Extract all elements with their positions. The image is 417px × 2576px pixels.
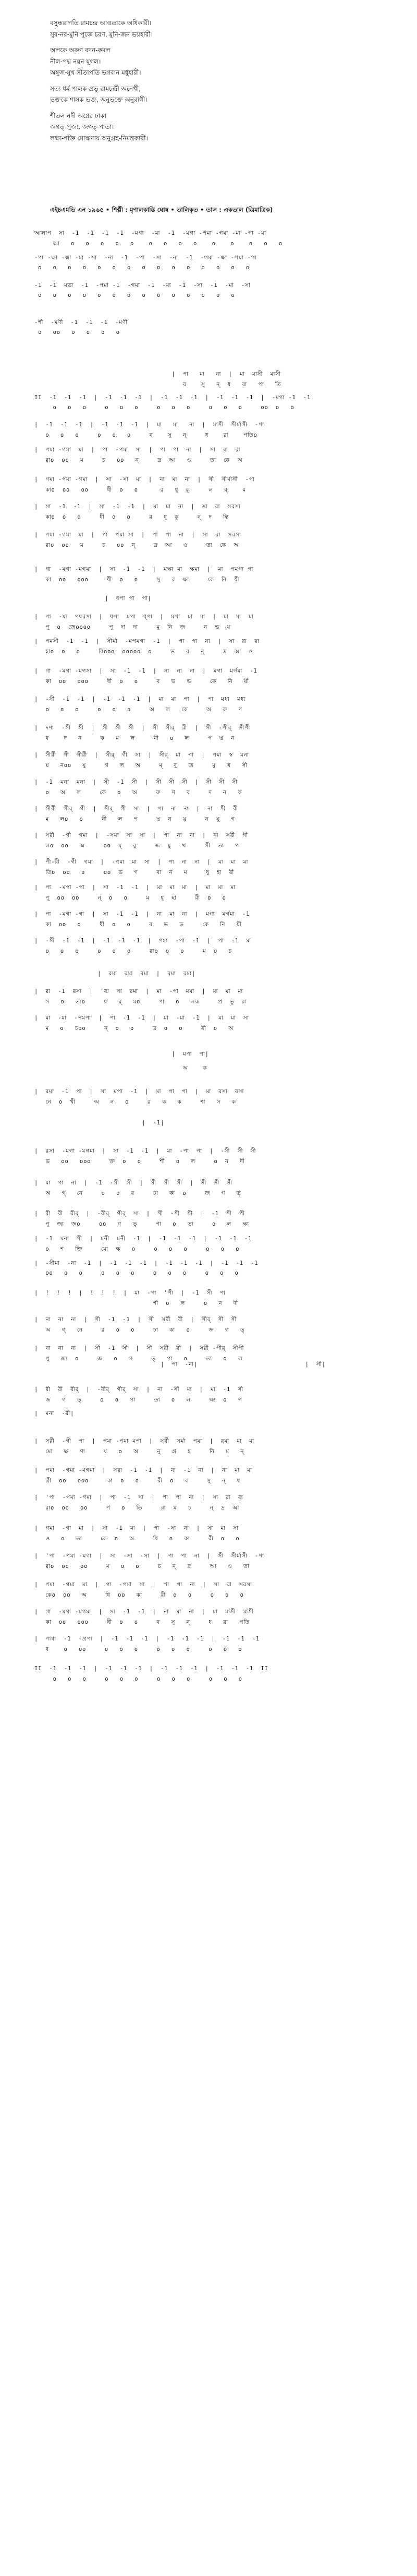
notation-row <box>34 970 394 990</box>
notation-row <box>34 1235 394 1255</box>
lyric-syllable-line: ও o তা কে o অ ধি o কা রী o o <box>34 1536 240 1542</box>
swara-line: | পমসী -1 -1 | সীর্মা -মপমগা -1 | পা পা না | সা রা রা <box>34 638 260 644</box>
lyric-syllable-line: কেo oo অ ধি oo কা রী o o o o o <box>34 1592 244 1598</box>
notation-row <box>34 638 394 657</box>
notation-row <box>34 1260 394 1279</box>
lyric-syllable-line: রাo oo ম চ oo ন্ দ্র আ ও তা কে অ <box>34 542 239 548</box>
lyric-syllable-line: জ গ ত্ o o পা তা o ল ক্ষ্য o প <box>34 1397 242 1403</box>
lyric-line: অম্বুজ-মুখ সীতাপতি ভগবান মধুহারী। <box>50 69 141 76</box>
lyric-syllable-line: আ o o o o o o o o o o o o o o <box>34 241 283 247</box>
notation-row <box>34 1147 394 1167</box>
swara-line: | পা -মা পধরসা | ধপা মপা ধ্পা | মপা মা মা | মা মা মা <box>34 614 254 620</box>
notation-row <box>34 1210 394 1230</box>
stanza-gap <box>50 106 321 111</box>
swara-line: | দণা -সী সী | সী সী সী | সী সীর্ রী | সী -পীর্ সীপী <box>34 725 251 731</box>
recording-info-line: এইচএমভি এন ১৯৬৫ • শিল্পী : মৃণালকান্তি ঘোষ • তালিকৃত • তাল : একতাল (ত্রিমাত্রিক) <box>50 206 273 213</box>
swara-line: | পমা -গমা মা | পা পমা সা | পা পা না | সা রা সরসা <box>34 532 241 538</box>
lyric-syllable-line: মো ক্ষ ণা য় o অ নু গ্র হ নি ম ন্ <box>34 1448 244 1455</box>
notation-row <box>34 503 394 523</box>
lyric-syllable-line: পু জ্য জo oo গ ত্ পা o তা o ল ক্ষ্য <box>34 1221 249 1227</box>
swara-line: | না না না | সী -1 সী | সী সর্রী রী | সর্রী -পীর্ সীপী <box>34 1345 244 1351</box>
lyric-syllable-line: o o o o o o o o o o o o o o o <box>34 265 250 271</box>
lyric-syllable-line: o o o o o o রাo o o ম o চ <box>34 948 232 954</box>
notation-row <box>34 1316 394 1336</box>
swara-line: | 'পা -পমা -মগা | সা -সা -সা | পা পা না | সী সীর্মাসী -পা <box>34 1553 264 1559</box>
swara-line: | মনা -রী| <box>34 1410 75 1417</box>
swara-line: | -1 -1 -1 | -1 -1 -1 | মা মা না | মাসী সীর্মাসী -পা <box>34 422 264 428</box>
lyric-syllable-line: ত্রী oo ooo কা o o রী o ব সু ন্ ধ <box>34 1478 241 1484</box>
lyric-syllable-line: ব দ ন ক ম ল নী o ল প দ্ম ন <box>34 735 235 741</box>
swara-line: | সর্রী -গী গমা | -সমা সা সা | পা না না | না সর্রী গী <box>34 832 249 838</box>
notation-row <box>34 910 394 930</box>
swara-line: | -1| <box>34 1120 165 1126</box>
lyric-syllable-line: ব o oo o o o o o o o o o <box>34 1646 242 1652</box>
lyric-syllable-line: oo o o o o o o o o o o o <box>34 1270 239 1276</box>
lyric-line: লক্ষ্য-শক্তি মোক্ষণায় অনুগ্রহ-নিমন্ত্রকারী। <box>50 134 148 142</box>
swara-line: | সর্রী -গী পা | পমা -পমা মপা | সর্রী সর্মা পমা | রমা মা মা <box>34 1438 254 1444</box>
swara-line: II -1 -1 -1 | -1 -1 -1 | -1 -1 -1 | -1 -1 -1 | -মগা -1 -1 <box>34 394 311 401</box>
lyric-syllable-line: কাo o o ধী o o র ধু কু ন্ দ ন্তি <box>34 514 229 520</box>
lyric-syllable-line: রাo oo ম চ oo ন্ দ্র আ ও তা কে অ <box>34 457 243 463</box>
swara-line: | মপা পা| <box>34 1051 209 1057</box>
notation-row <box>34 1552 394 1572</box>
swara-line: | পমা -গমা -মগমা | সরা -1 -1 | না -1 না | না মা মা <box>34 1467 252 1473</box>
lyric-syllable-line: o শ ক্তি মো ক্ষ o o o o o o o <box>34 1246 240 1252</box>
swara-line: | সীর্রী গীর্ গী | সীর্ গী সা | পা না না | না সী রী <box>34 806 238 812</box>
lyric-line: ভক্তকে শাসক ভক্ত, অনুভক্তে অনুরাগী। <box>50 96 148 103</box>
swara-line: | গা -মগা -মগসা | সা -1 -1 | না না না | মগা মর্গমা -1 <box>34 668 257 674</box>
swara-line: | পমা -গমা মা | পা -পমা সা | পা পা না | সা রা রা <box>34 447 241 453</box>
swara-line: | -সী -1 -1 | -1 -1 -1 | মা মা পা | পা মধা মধা <box>34 696 246 702</box>
notation-row <box>34 884 394 904</box>
swara-line: | রী রী রীর্ | -রীর্ গীর্ সা | না -সী মা | মা -1 সী <box>34 1386 244 1393</box>
swara-line: | -1 মনা সী | মনী মনী -1 | -1 -1 -1 | -1 -1 -1 <box>34 1236 252 1242</box>
lyric-syllable-line: ভ oo ooo ক্ত o o শী o ল o ন দী <box>34 1158 245 1165</box>
lyric-syllable-line: স o ত্যo ধ র্ মo পা o লক প্র ভু রা <box>34 999 247 1005</box>
lyric-syllable-line: ম লo o নী ল প দ্ম ন য় ন যু গ <box>34 816 235 822</box>
swara-line: | মা -মা -পমপা | পা -1 -1 | মা -মা -1 | মা মা সা <box>34 1015 249 1021</box>
notation-row <box>34 421 394 441</box>
notation-row <box>34 230 394 249</box>
notation-row <box>34 937 394 957</box>
swara-line: | -1 মনা মনা | সী -1 সী | সী সী সী | সী সী সী <box>34 779 238 785</box>
notation-row <box>34 531 394 551</box>
lyric-syllable-line: o o o o o o o o o o o o oo o o <box>34 404 295 411</box>
notation-row <box>34 1666 394 1685</box>
notation-row <box>34 1494 394 1514</box>
lyric-syllable-line: o অ ল কে o অ রু ণ ব দ ন ক <box>34 789 242 796</box>
swara-line: | রা -1 রসা | 'রা সা রমা | মা -পা মমা | মা মা মা <box>34 988 243 995</box>
notation-row <box>34 1410 394 1430</box>
swara-line: | না না না | সী -1 -1 | সী সর্রী রী | সীর্ সী সী <box>34 1316 237 1323</box>
swara-line: | পা -না| | সী| <box>34 1361 326 1368</box>
swara-line: | পা মা না | মা মাসী মাসী <box>34 371 281 377</box>
notation-row <box>34 1467 394 1487</box>
lyric-syllable-line: হাo o o রিooo ooooo o ভ ব ন্ দ্র আ ও <box>34 649 253 655</box>
lyric-syllable-line: o o o o o o o o o o o o <box>34 1676 242 1682</box>
notation-row <box>34 1014 394 1034</box>
notation-row <box>34 724 394 744</box>
notation-row <box>34 613 394 633</box>
notation-row <box>34 370 394 390</box>
lyric-line: সত্য ধর্ম পালক-প্রভু রামচন্দ্রী অনেখী, <box>50 85 141 92</box>
lyric-line: নীল-পদ্ম নয়ন যুগল। <box>50 57 101 65</box>
notation-row <box>34 858 394 878</box>
notation-row <box>34 1581 394 1601</box>
lyric-syllable-line: রাo oo oo প o তি রা ম চ ন্ দ্র আ <box>34 1505 240 1511</box>
lyric-line: অলকে অরুণ বদন-কমল <box>50 46 111 54</box>
notation-row <box>34 319 394 339</box>
swara-line: অ ক <box>34 1065 207 1071</box>
lyric-syllable-line: অ গ্ নে o o র ঢা কা o জ গ ত্ <box>34 1190 241 1196</box>
lyric-syllable-line: পু জ্য o জ o গ ত্ পা o তা o ল <box>34 1356 243 1362</box>
notation-row <box>34 778 394 798</box>
notation-row <box>34 696 394 715</box>
lyric-syllable-line: কা oo ooo ধী o o ব ভ ভ কে নি য়ী <box>34 678 249 685</box>
lyric-syllable-line: পূ oo oo ন্ o o ম ধু হা রী o o <box>34 895 226 901</box>
swara-line: আলাপ সা -1 -1 -1 -1 -মগা -মা -1 -মগা -পমা -গমা -মা -গা -মা <box>34 230 266 236</box>
notation-row <box>34 667 394 687</box>
swara-line: -পা -ক্ষা -ক্মা -মা -সা -না -1 -পা -সা -না -1 -গমা -ক্ষা -পমা -গা <box>34 255 257 261</box>
notation-row <box>34 1608 394 1628</box>
notation-row <box>34 254 394 274</box>
swara-line: -শী -মণী -1 -1 -1 -মণী <box>34 319 128 326</box>
swara-line: | পা -মপা -পা | সা -1 -1 | মা মা মা | মা মা মা <box>34 884 236 891</box>
swara-line: | গমা -গা মা | সা -1 মা | পা -সা না | সা মা সা <box>34 1525 239 1531</box>
notation-row <box>34 394 394 414</box>
swara-line: | পী-রী -গী গমা | -পমা মা সা | পা না না | মা মা মা <box>34 859 249 865</box>
lyric-syllable-line: o oo o o o o <box>34 329 120 336</box>
lyric-line: জগত্-পুজ্য, জগত্-পাতা। <box>50 123 114 130</box>
swara-line: | পা -মগা -গা | সা -1 -1 | না মা না | মগা মর্গমা -1 <box>34 911 250 917</box>
notation-row <box>34 446 394 466</box>
notation-row <box>34 1064 394 1084</box>
swara-line: | 'পা -পমা -গমা | পা -1 সা | পা পা না | সা রা রা <box>34 1494 243 1501</box>
notation-row <box>34 1120 394 1140</box>
swara-line: | সীর্রী গী গীর্রী | সীর্ গী সা | সীর্ মা পা | পমা স্ব মনা <box>34 752 249 758</box>
swara-line: | ধপা পা পা| <box>34 595 152 602</box>
swara-line: | রসা -মগা -মগমা | সা -1 -1 | মা -পা পা | -সী সী সী <box>34 1148 256 1154</box>
notation-row <box>34 1437 394 1457</box>
swara-line: | গা -মগা -মগমা | সা -1 -1 | মক্ষা মা ক্ষমা | মা পমপা পা <box>34 566 254 572</box>
song-lyrics <box>50 18 321 144</box>
swara-line: | রমা -1 পা | সা মপা -1 | মা পা পা | মা রসা রসা <box>34 1088 244 1095</box>
swara-line: -1 -1 মভা -1 -পমা -1 -গমা -1 -মা -1 -সা -1 -মা -সা <box>34 282 251 289</box>
lyric-syllable-line: o o o o o o ব সু ন্ ধ রা পতিo <box>34 432 257 438</box>
lyric-syllable-line: লo oo অ oo ম্ বু জ মু খ সী তা প <box>34 843 239 849</box>
notation-row <box>34 805 394 825</box>
lyric-syllable-line: অ গ্ নে র o o ঢা কা o জ গ ত্ <box>34 1327 245 1333</box>
swara-line: | সা -1 -1 | সা -1 -1 | মা মা না | সা রা সরসা <box>34 504 241 510</box>
notation-row <box>34 1289 394 1309</box>
notation-row <box>34 1361 394 1381</box>
lyric-syllable-line: o o o o o o o o o o o o o o <box>34 292 235 298</box>
swara-line: | পমা -গমা মা | পা -পমা সা | পা পা না | সা রা সরসা <box>34 1581 252 1588</box>
swara-line: | -সীমা -না -1 | -1 -1 -1 | -1 -1 -1 | -1 -1 -1 <box>34 1260 259 1266</box>
swara-line: | রমা রমা রমা | রমা রমা| <box>34 971 196 977</box>
notation-row <box>34 988 394 1008</box>
lyric-syllable-line: ব সু ন্ ধ রা পা তি <box>34 381 281 388</box>
swara-line: | পাধা -1 -প্রপা | -1 -1 -1 | -1 -1 -1 | -1 -1 -1 <box>34 1636 260 1642</box>
notation-row <box>34 1088 394 1108</box>
notation-row <box>34 1635 394 1655</box>
swara-line: | -সী -1 -1 | -1 -1 -1 | পমা -পা -1 | পা -1 মা <box>34 938 252 944</box>
lyric-syllable-line: কা oo ooo ধী o o ব সু ন্ ধ রা পতি <box>34 1619 250 1625</box>
notation-row <box>34 751 394 771</box>
lyric-syllable-line: রাo oo oo ম o o চ ন্ দ্র আ ও তা <box>34 1563 250 1569</box>
lyric-syllable-line: য় নoo যু গ ল অ ম্ বু জ মু খ সী <box>34 762 248 769</box>
notation-row <box>34 1179 394 1199</box>
stanza-gap <box>50 40 321 45</box>
lyric-syllable-line: o o o o o o অ ল কে অ রু ণ <box>34 706 242 713</box>
swara-line: | মা পা না | -1 -সী সী | সী সী সী | সী সী সী <box>34 1180 233 1186</box>
lyric-syllable-line: তিo oo o oo ভ গ বা ন ম ধু হা রী <box>34 869 235 876</box>
stanza-gap <box>50 79 321 83</box>
swara-line: | গা -মগা -মগমা | সা -1 -1 | না মা না | মা মাসী মাসী <box>34 1609 254 1615</box>
lyric-line: শীতল নদী অগ্নের ঢাকা <box>50 112 106 119</box>
lyric-syllable-line: কা oo o ধী o o ব ভ ভ কে নি য়ী <box>34 921 242 928</box>
lyric-syllable-line: কাo oo oo ধী o o র ধু কু ল র্ ম <box>34 487 246 493</box>
notation-row <box>34 832 394 852</box>
lyric-syllable-line: কা oo ooo ধী o o সু র ক্ষা কে নি য়ী <box>34 577 240 583</box>
notation-row <box>34 595 394 615</box>
notation-row <box>34 1525 394 1544</box>
lyric-syllable-line: ম o চoo ন্ o o দ্র o o রী o অ <box>34 1025 234 1032</box>
lyric-line: বসুন্ধরাপতি রামচন্দ্র আওতাকে অধিকারী। <box>50 19 152 27</box>
notation-row <box>34 476 394 496</box>
notation-row <box>34 566 394 585</box>
lyric-line: সুর-নর-মুনি পূজে চরণ, মুনি-জন ভয়হারী। <box>50 30 153 38</box>
lyric-syllable-line: পূ o জেoooo পূ দা দা মু নি জ ন ভ য় <box>34 624 231 630</box>
swara-line: | ! ! ! | ! ! ! | মা -পা 'পী | -1 সী পা <box>34 1290 226 1296</box>
swara-line: | গমা -পমা -গমা | সা -সা মা | না মা না | সী সীর্মাসী -পা <box>34 476 255 483</box>
swara-line: | রী রী রীর্ | -রীর্ গীর্ সা | সী -সী সী | -1 সী পী <box>34 1211 246 1217</box>
swara-line: II -1 -1 -1 | -1 -1 -1 | -1 -1 -1 | -1 -1 -1 II <box>34 1666 268 1672</box>
lyric-syllable-line: নে o খী অ ন o র ক ক শা স ক <box>34 1099 236 1105</box>
notation-row <box>34 1386 394 1406</box>
notation-row <box>34 282 394 302</box>
lyric-syllable-line: শী o ল o ন দী <box>34 1300 239 1307</box>
